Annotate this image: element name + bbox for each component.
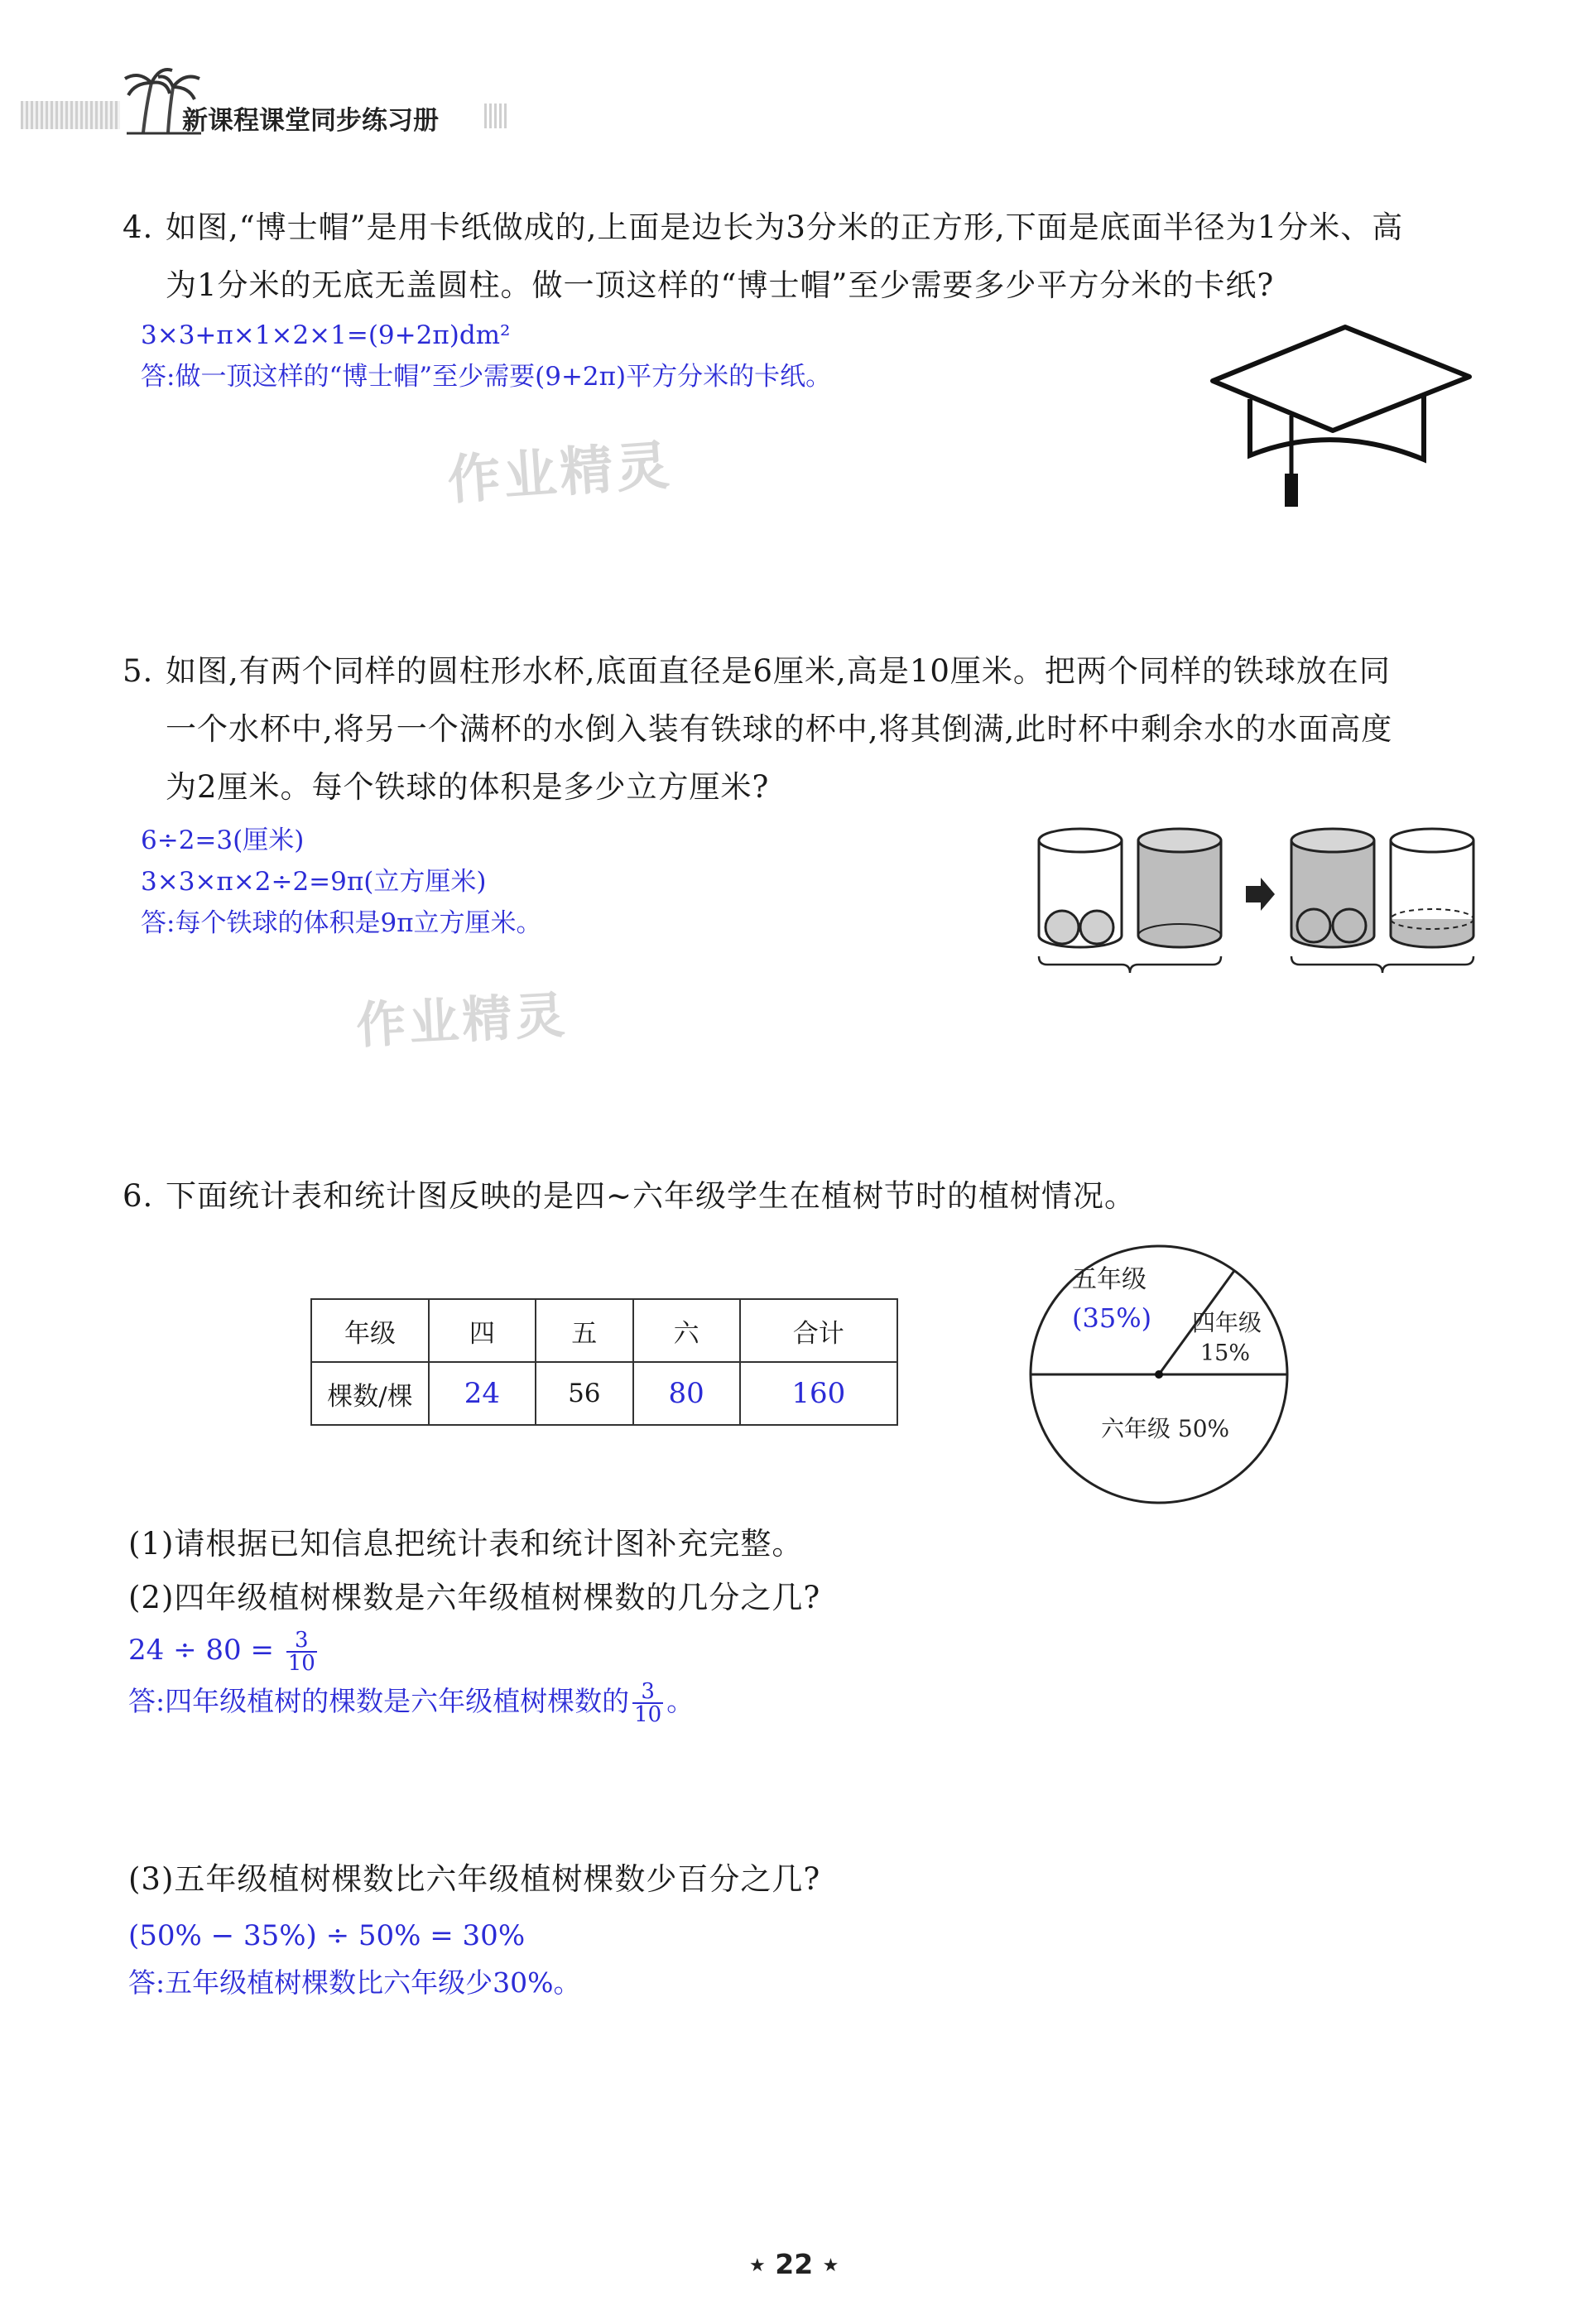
pie-value-grade5: (35%) (1072, 1302, 1152, 1334)
header (21, 58, 517, 141)
cylinder-cups-icon (1031, 820, 1494, 981)
q6-stem: 下面统计表和统计图反映的是四~六年级学生在植树节时的植树情况。 (166, 1178, 1137, 1214)
table-header: 五 (536, 1299, 633, 1362)
q4-answer-calc: 3×3+π×1×2×1=(9+2π)dm² (141, 320, 511, 350)
q6-sub2-answer (128, 1681, 694, 1725)
table-header: 六 (633, 1299, 740, 1362)
pie-label-grade5: 五年级 (1072, 1265, 1147, 1294)
header-title: 新课程课堂同步练习册 (182, 106, 439, 136)
q5-number: 5. (123, 653, 154, 689)
table-row-label: 棵数/棵 (311, 1362, 429, 1425)
table-header: 合计 (740, 1299, 897, 1362)
q4-line1: 如图,“博士帽”是用卡纸做成的,上面是边长为3分米的正方形,下面是底面半径为1分米、高 (166, 209, 1404, 245)
page-footer (749, 2248, 839, 2280)
fraction (632, 1681, 663, 1725)
q6-number: 6. (123, 1178, 154, 1214)
fraction-numerator: 3 (632, 1681, 663, 1704)
table-cell: 24 (429, 1362, 536, 1425)
q5-answer-2: 3×3×π×2÷2=9π(立方厘米) (141, 867, 487, 897)
header-stripes (21, 101, 120, 129)
table-header: 年级 (311, 1299, 429, 1362)
q6-sub2: (2)四年级植树棵数是六年级植树棵数的几分之几? (128, 1580, 821, 1615)
q4-number: 4. (123, 209, 154, 245)
table-header-row (311, 1299, 897, 1362)
watermark-1: 作业精灵 (445, 435, 675, 513)
q6-sub2-calc (128, 1629, 320, 1674)
pie-label-grade6-name: 六年级 (1101, 1415, 1171, 1442)
graduation-cap-icon (1209, 323, 1473, 513)
table-cell: 56 (536, 1362, 633, 1425)
q6-sub3-calc: (50% − 35%) ÷ 50% = 30% (128, 1919, 526, 1952)
table-header: 四 (429, 1299, 536, 1362)
pie-label-grade4: 四年级 (1192, 1309, 1262, 1336)
q6-sub2-calc-text: 24 ÷ 80 = (128, 1634, 274, 1667)
q6-sub2-answer-prefix: 答:四年级植树的棵数是六年级植树棵数的 (128, 1685, 630, 1717)
q4-line2: 为1分米的无底无盖圆柱。做一顶这样的“博士帽”至少需要多少平方分米的卡纸? (166, 267, 1275, 303)
table-row (311, 1362, 897, 1425)
q5-line1: 如图,有两个同样的圆柱形水杯,底面直径是6厘米,高是10厘米。把两个同样的铁球放在同 (166, 653, 1391, 689)
watermark-2: 作业精灵 (354, 986, 570, 1056)
fraction (286, 1629, 317, 1674)
q5-line3: 为2厘米。每个铁球的体积是多少立方厘米? (166, 769, 770, 805)
q5-line2: 一个水杯中,将另一个满杯的水倒入装有铁球的杯中,将其倒满,此时杯中剩余水的水面高度 (166, 711, 1393, 747)
fraction-denominator: 10 (287, 1651, 315, 1676)
pie-value-grade4: 15% (1200, 1340, 1251, 1366)
q6-sub2-answer-suffix: 。 (666, 1685, 695, 1717)
pie-chart (1022, 1238, 1296, 1511)
star-icon: ★ (749, 2255, 766, 2276)
pie-label-grade6 (1101, 1415, 1229, 1442)
fraction-denominator: 10 (634, 1702, 662, 1727)
page-number: 22 (775, 2248, 814, 2280)
star-icon: ★ (822, 2255, 839, 2276)
header-bar-right (484, 103, 509, 128)
pie-center (1155, 1370, 1163, 1379)
q5-answer-1: 6÷2=3(厘米) (141, 825, 305, 855)
stat-table (310, 1298, 898, 1426)
q6-sub3-answer: 答:五年级植树棵数比六年级少30%。 (128, 1966, 581, 1999)
q6-sub3: (3)五年级植树棵数比六年级植树棵数少百分之几? (128, 1861, 821, 1897)
pie-value-grade6: 50% (1177, 1415, 1230, 1442)
fraction-numerator: 3 (286, 1629, 317, 1653)
q4-answer-text: 答:做一顶这样的“博士帽”至少需要(9+2π)平方分米的卡纸。 (141, 362, 832, 392)
table-cell: 80 (633, 1362, 740, 1425)
q6-sub1: (1)请根据已知信息把统计表和统计图补充完整。 (128, 1526, 804, 1562)
table-cell: 160 (740, 1362, 897, 1425)
q5-answer-3: 答:每个铁球的体积是9π立方厘米。 (141, 908, 542, 938)
right-arrow-icon (1246, 878, 1275, 911)
